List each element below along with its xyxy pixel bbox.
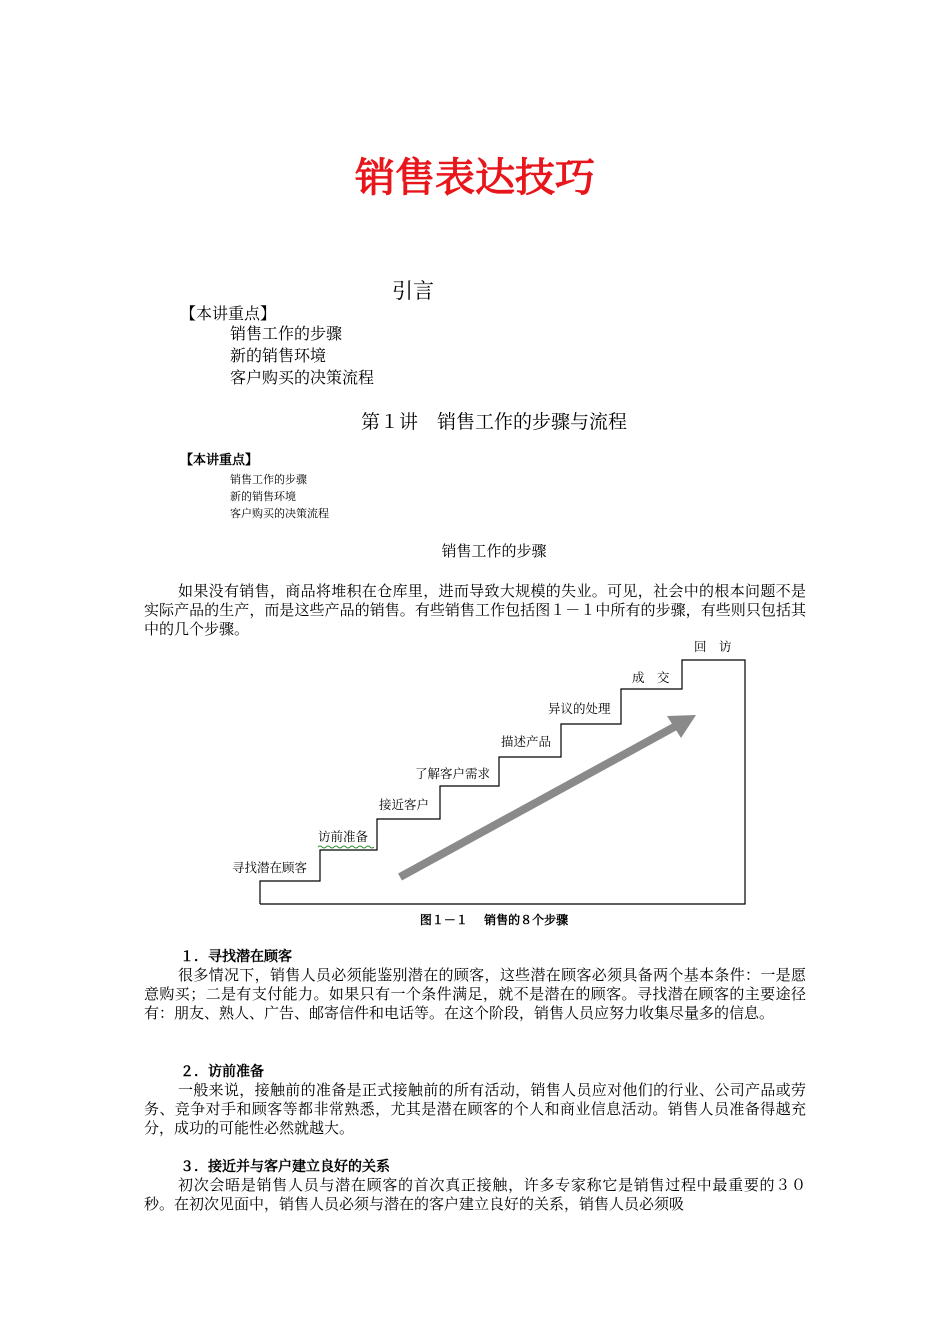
paragraph-text: 初次会晤是销售人员与潜在顾客的首次真正接触，许多专家称它是销售过程中最重要的３０秒。在初次见面中，销售人员必须与潜在的客户建立良好的关系，销售人员必须吸 [144, 1176, 806, 1213]
intro-key-points-label: 【本讲重点】 [180, 304, 277, 323]
lesson-heading: 第１讲 销售工作的步骤与流程 [360, 411, 627, 433]
staircase-outline [260, 660, 745, 904]
section-heading: 销售工作的步骤 [441, 542, 547, 560]
list-item: 客户购买的决策流程 [230, 507, 329, 520]
step-label: 回 访 [694, 639, 732, 654]
step-label: 了解客户需求 [415, 766, 491, 781]
step-label: 成 交 [632, 670, 670, 685]
paragraph-text: 一般来说，接触前的准备是正式接触前的所有活动，销售人员应对他们的行业、公司产品或劳务、竞争对手和顾客等都非常熟悉，尤其是潜在顾客的个人和商业信息活动。销售人员准备得越充分，成功的可能性必然就越大。 [144, 1081, 806, 1137]
spellcheck-underline [318, 846, 374, 848]
step-label: 异议的处理 [548, 701, 611, 716]
subsection-paragraph [144, 966, 806, 1023]
step-label: 寻找潜在顾客 [232, 860, 308, 875]
lesson-key-points-label: 【本讲重点】 [180, 453, 259, 468]
list-item: 销售工作的步骤 [230, 473, 307, 486]
paragraph-text: 如果没有销售，商品将堆积在仓库里，进而导致大规模的失业。可见，社会中的根本问题不是实际产品的生产，而是这些产品的销售。有些销售工作包括图１－１中所有的步骤，有些则只包括其中的几个步骤。 [144, 582, 806, 638]
intro-heading: 引言 [392, 279, 434, 303]
step-label: 描述产品 [501, 734, 552, 749]
subsection-heading: ２．访前准备 [180, 1064, 264, 1080]
list-item: 销售工作的步骤 [230, 324, 343, 343]
document-title: 销售表达技巧 [355, 155, 595, 201]
subsection-heading: ３．接近并与客户建立良好的关系 [180, 1159, 390, 1175]
subsection-paragraph [144, 1081, 806, 1138]
figure-caption: 图１－１ 销售的８个步骤 [419, 913, 569, 927]
step-label: 访前准备 [318, 829, 369, 844]
subsection-heading: １．寻找潜在顾客 [180, 949, 292, 965]
list-item: 新的销售环境 [230, 346, 327, 365]
list-item: 客户购买的决策流程 [230, 368, 375, 387]
step-label: 接近客户 [379, 797, 430, 812]
paragraph-text: 很多情况下，销售人员必须能鉴别潜在的顾客，这些潜在顾客必须具备两个基本条件：一是愿意购买；二是有支付能力。如果只有一个条件满足，就不是潜在的顾客。寻找潜在顾客的主要途径有：朋友、熟人、广告、邮寄信件和电话等。在这个阶段，销售人员应努力收集尽量多的信息。 [144, 966, 806, 1022]
subsection-paragraph [144, 1176, 806, 1214]
list-item: 新的销售环境 [230, 490, 296, 503]
